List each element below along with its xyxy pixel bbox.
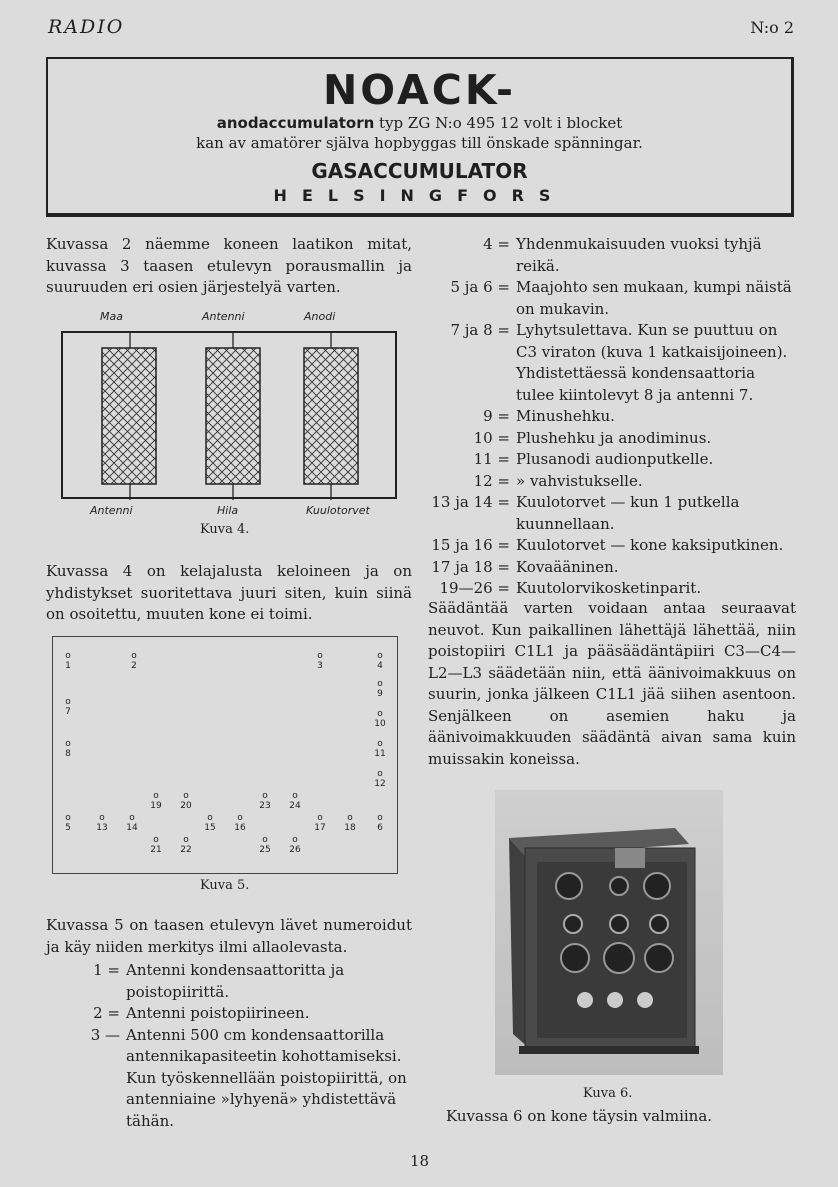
ad-line-1-rest: typ ZG N:o 495 12 volt i blocket [374, 114, 623, 132]
ad-line-1 [48, 113, 791, 133]
ad-product: anodaccumulatorn [216, 114, 375, 132]
list-item: 3 — Antenni 500 cm kondensaattorilla antennikapasiteetin kohottamiseksi. Kun työskennellään poistopiirittä, on antenniaine »lyhyenä» yhdistettävä tähän. [90, 1025, 407, 1130]
hole-17: o 17 [314, 813, 326, 833]
hole-6: o 6 [377, 813, 383, 833]
list-item: 2 = Antenni poistopiirineen. [93, 1004, 310, 1022]
hole-8: o 8 [65, 739, 71, 759]
list-item: 4 = Yhdenmukaisuuden vuoksi tyhjä reikä. [483, 235, 762, 275]
label-maa: Maa [100, 310, 123, 323]
hole-20: o 20 [180, 791, 192, 811]
issue-number: N:o 2 [750, 18, 794, 37]
hole-3: o 3 [317, 651, 323, 671]
ad-city: HELSINGFORS [273, 186, 566, 205]
list-item: 9 = Minushehku. [483, 407, 615, 425]
label-antenni-top: Antenni [202, 310, 245, 323]
hole-21: o 21 [150, 835, 162, 855]
label-kuulotorvet: Kuulotorvet [306, 504, 370, 517]
hole-12: o 12 [374, 769, 386, 789]
paragraph-1: Kuvassa 2 näemme koneen laatikon mitat, kuvassa 3 taasen etulevyn porausmallin ja suuruuden eri osien järjestelyä varten. [46, 235, 412, 296]
hole-14: o 14 [126, 813, 138, 833]
advertisement-box [46, 57, 794, 217]
radio-illustration [495, 790, 723, 1075]
list-item: 11 = Plusanodi audionputkelle. [473, 450, 714, 468]
coil-middle [206, 348, 260, 484]
hole-5: o 5 [65, 813, 71, 833]
hole-22: o 22 [180, 835, 192, 855]
figure-4 [60, 310, 400, 530]
page-number: 18 [410, 1152, 430, 1170]
hole-2: o 2 [131, 651, 137, 671]
list-item: 1 = Antenni kondensaattoritta ja poistopiirittä. [93, 961, 345, 1001]
hole-4: o 4 [377, 651, 383, 671]
right-list [428, 234, 796, 600]
coil-left [102, 348, 156, 484]
hole-26: o 26 [289, 835, 301, 855]
ad-title: NOACK- [322, 66, 517, 114]
list-item: 5 ja 6 = Maajohto sen mukaan, kumpi näistä on mukavin. [450, 278, 792, 318]
label-antenni-bottom: Antenni [90, 504, 133, 517]
figure-5-caption: Kuva 5. [200, 878, 250, 893]
hole-23: o 23 [259, 791, 271, 811]
hole-24: o 24 [289, 791, 301, 811]
hole-1: o 1 [65, 651, 71, 671]
list-item: 10 = Plushehku ja anodiminus. [473, 428, 712, 447]
coil-base-diagram [60, 310, 400, 510]
figure-6-text: Kuvassa 6 on kone täysin valmiina. [446, 1107, 713, 1125]
list-item: 7 ja 8 = Lyhytsulettava. Kun se puuttuu on C3 viraton (kuva 1 katkaisijoineen). Yhdistettäessä kondensaattoria tulee kiintolevyt 8 ja antenni 7. [450, 321, 788, 404]
hole-7: o 7 [65, 697, 71, 717]
list-item: 13 ja 14 = Kuulotorvet — kun 1 putkella kuunnellaan. [431, 493, 740, 533]
list-item: 19—26 = Kuutolorvikosketinparit. [439, 579, 702, 597]
figure-6-caption: Kuva 6. [583, 1086, 633, 1101]
list-item: 17 ja 18 = Kovaääninen. [431, 557, 619, 576]
radio-photo [495, 790, 723, 1075]
hole-9: o 9 [377, 679, 383, 699]
list-item: 15 ja 16 = Kuulotorvet — kone kaksiputkinen. [431, 536, 784, 554]
list-item: 12 = » vahvistukselle. [473, 471, 643, 490]
hole-19: o 19 [150, 791, 162, 811]
left-list [46, 960, 412, 1132]
figure-4-caption: Kuva 4. [200, 522, 250, 537]
ad-company: GASACCUMULATOR [311, 159, 528, 183]
figure-5-panel [52, 636, 398, 874]
hole-15: o 15 [204, 813, 216, 833]
paragraph-2: Kuvassa 4 on kelajalusta keloineen ja on yhdistykset suoritettava juuri siten, kuin siinä on osoitettu, muuten kone ei toimi. [46, 562, 412, 623]
ad-line-2: kan av amatörer själva hopbyggas till önskade spänningar. [196, 134, 643, 152]
hole-13: o 13 [96, 813, 108, 833]
paragraph-3: Kuvassa 5 on taasen etulevyn lävet numeroidut ja käy niiden merkitys ilmi allaolevasta. [46, 916, 412, 956]
journal-title: RADIO [48, 16, 125, 38]
label-hila: Hila [217, 504, 239, 517]
label-anodi: Anodi [304, 310, 336, 323]
hole-16: o 16 [234, 813, 246, 833]
coil-right [304, 348, 358, 484]
hole-25: o 25 [259, 835, 271, 855]
hole-11: o 11 [374, 739, 386, 759]
hole-18: o 18 [344, 813, 356, 833]
hole-10: o 10 [374, 709, 386, 729]
paragraph-4: Säädäntää varten voidaan antaa seuraavat neuvot. Kun paikallinen lähettäjä lähettää, niin poistopiiri C1L1 ja pääsäädäntäpiiri C3—C4—L2—L3 säädetään niin, että äänivoimakkuus on suurin, jonka jälkeen C1L1 jää siihen asentoon. Senjälkeen on asemien haku ja äänivoimakkuuden säädäntä aivan sama kuin muissakin koneissa. [428, 599, 796, 768]
